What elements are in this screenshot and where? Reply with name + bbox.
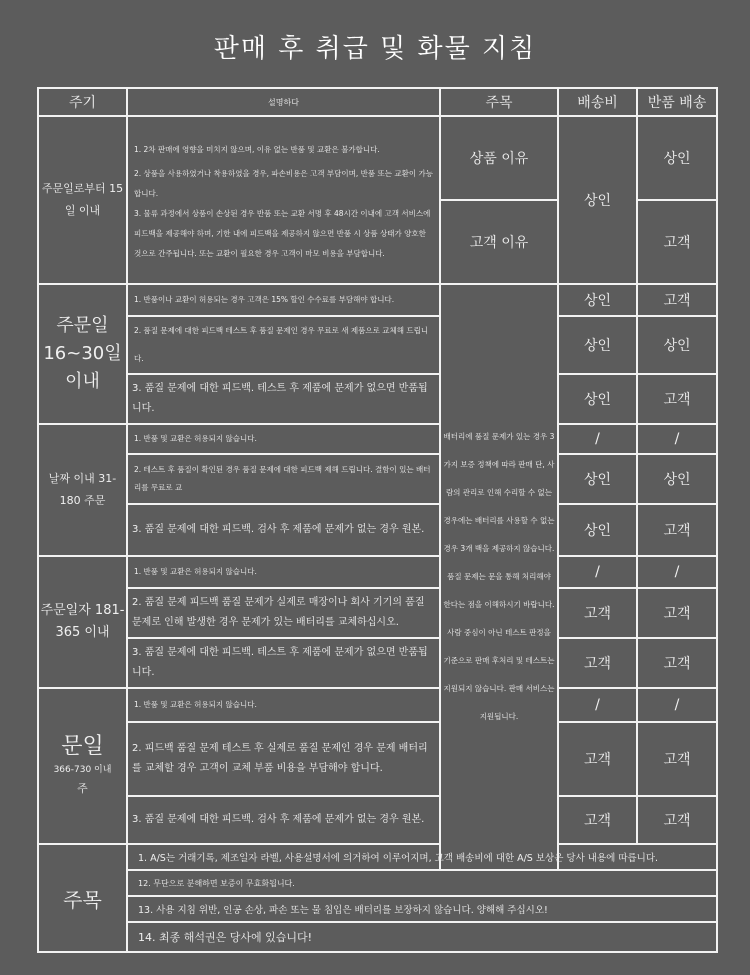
period5-big: 문일 [61, 734, 104, 759]
page-title: 판매 후 취급 및 화물 지침 [213, 34, 537, 64]
section3-return-2: 상인 [637, 454, 717, 504]
section1-desc-2: 2. 상품을 사용하였거나 착용하였을 경우, 파손비용은 고객 부담이며, 반품 또는 교환이 가능합니다. [134, 169, 433, 198]
section2-return-1: 고객 [637, 284, 717, 316]
section1-return-customer: 고객 [637, 200, 717, 284]
section3-shipping-1: / [558, 424, 637, 454]
section1-shipping: 상인 [558, 116, 637, 284]
section5-shipping-3: 고객 [558, 796, 637, 844]
period-366-730-days [38, 688, 127, 844]
header-shipping: 배송비 [558, 88, 637, 116]
header-period: 주기 [38, 88, 127, 116]
note-1: 1. A/S는 거래기록, 제조일자 라벨, 사용설명서에 의거하여 이루어지며, 고객 배송비에 대한 A/S 보상은 당사 내용에 따릅니다. [127, 844, 717, 870]
section4-return-1: / [637, 556, 717, 588]
section4-shipping-2: 고객 [558, 588, 637, 638]
section2-shipping-2: 상인 [558, 316, 637, 374]
section3-return-1: / [637, 424, 717, 454]
section2-return-3: 고객 [637, 374, 717, 424]
period5-small: 366-730 이내 [53, 765, 112, 775]
section2-shipping-1: 상인 [558, 284, 637, 316]
section3-shipping-2: 상인 [558, 454, 637, 504]
section3-return-3: 고객 [637, 504, 717, 556]
section3-desc-2: 2. 테스트 후 품질이 확인된 경우 품질 문제에 대한 피드백 제해 드립니다. 결함이 있는 배터리를 무료로 교 [127, 454, 440, 504]
section4-shipping-1: / [558, 556, 637, 588]
section5-desc-1: 1. 반품 및 교환은 허용되지 않습니다. [127, 688, 440, 722]
section4-return-3: 고객 [637, 638, 717, 688]
section5-shipping-2: 고객 [558, 722, 637, 796]
section5-desc-3: 3. 품질 문제에 대한 피드백. 검사 후 제품에 문제가 없는 경우 원본. [127, 796, 440, 844]
section2-shipping-3: 상인 [558, 374, 637, 424]
section1-description [127, 116, 440, 284]
header-return-shipping: 반품 배송 [637, 88, 717, 116]
battery-note: 배터리에 품질 문제가 있는 경우 3가지 보증 정책에 따라 판매 단, 사람의 관리로 인해 수리할 수 없는 경우에는 배터리를 사용할 수 없는 경우 3개 백을 제공하지 않습니다. 품질 문제는 문을 통해 처리해야 한다는 점을 이해하시기 바랍니다. 사람 중심이 아닌 테스트 판정을 기준으로 판매 후처리 및 테스트는 지원되지 않습니다. 판매 서비스는 지원됩니다. [440, 284, 558, 870]
section5-desc-2: 2. 피드백 품질 문제 테스트 후 실제로 품질 문제인 경우 문제 배터리를 교체할 경우 고객이 교체 부품 비용을 부담해야 합니다. [127, 722, 440, 796]
notes-title: 주목 [38, 844, 127, 952]
section3-desc-3: 3. 품질 문제에 대한 피드백. 검사 후 제품에 문제가 없는 경우 원본. [127, 504, 440, 556]
section4-desc-1: 1. 반품 및 교환은 허용되지 않습니다. [127, 556, 440, 588]
section5-return-3: 고객 [637, 796, 717, 844]
header-description: 설명하다 [127, 88, 440, 116]
section3-desc-1: 1. 반품 및 교환은 허용되지 않습니다. [127, 424, 440, 454]
section2-desc-2: 2. 품질 문제에 대한 피드백 테스트 후 품질 문제인 경우 무료로 새 제품으로 교체해 드립니다. [127, 316, 440, 374]
period-181-365-days: 주문일자 181-365 이내 [38, 556, 127, 688]
section5-return-1: / [637, 688, 717, 722]
section4-desc-3: 3. 품질 문제에 대한 피드백. 테스트 후 제품에 문제가 없으면 반품됩니다. [127, 638, 440, 688]
section2-desc-3: 3. 품질 문제에 대한 피드백. 테스트 후 제품에 문제가 없으면 반품됩니다. [127, 374, 440, 424]
policy-table [37, 87, 718, 953]
period5-tail: 주 [77, 782, 88, 795]
section1-desc-3: 3. 물류 과정에서 상품이 손상된 경우 반품 또는 교환 서명 후 48시간 이내에 고객 서비스에 피드백을 제공해야 하며, 기한 내에 피드백을 제공하지 않으면 반품 시 상품 상태가 양호한 것으로 간주됩니다. 또는 교환이 필요한 경우 고객이 마모 비용을 부담합니다. [134, 209, 431, 258]
reason-customer: 고객 이유 [440, 200, 558, 284]
section4-desc-2: 2. 품질 문제 피드백 품질 문제가 실제로 매장이나 회사 기기의 품질 문제로 인해 발생한 경우 문제가 있는 배터리를 교체하십시오. [127, 588, 440, 638]
reason-product: 상품 이유 [440, 116, 558, 200]
period-31-180-days: 날짜 이내 31-180 주문 [38, 424, 127, 556]
section2-return-2: 상인 [637, 316, 717, 374]
section5-shipping-1: / [558, 688, 637, 722]
section5-return-2: 고객 [637, 722, 717, 796]
period-15-days: 주문일로부터 15일 이내 [38, 116, 127, 284]
period-16-30-days: 주문일 16~30일 이내 [38, 284, 127, 424]
section1-return-product: 상인 [637, 116, 717, 200]
note-13: 13. 사용 지침 위반, 인공 손상, 파손 또는 물 침입은 배터리를 보장하지 않습니다. 양해해 주십시오! [127, 896, 717, 922]
section3-shipping-3: 상인 [558, 504, 637, 556]
section1-desc-1: 1. 2차 판매에 영향을 미치지 않으며, 이유 없는 반품 및 교환은 불가합니다. [134, 145, 380, 154]
header-item: 주목 [440, 88, 558, 116]
section2-desc-1: 1. 반품이나 교환이 허용되는 경우 고객은 15% 할인 수수료를 부담해야 합니다. [127, 284, 440, 316]
section4-shipping-3: 고객 [558, 638, 637, 688]
note-14: 14. 최종 해석권은 당사에 있습니다! [127, 922, 717, 952]
note-12: 12. 무단으로 분해하면 보증이 무효화됩니다. [127, 870, 717, 896]
section4-return-2: 고객 [637, 588, 717, 638]
